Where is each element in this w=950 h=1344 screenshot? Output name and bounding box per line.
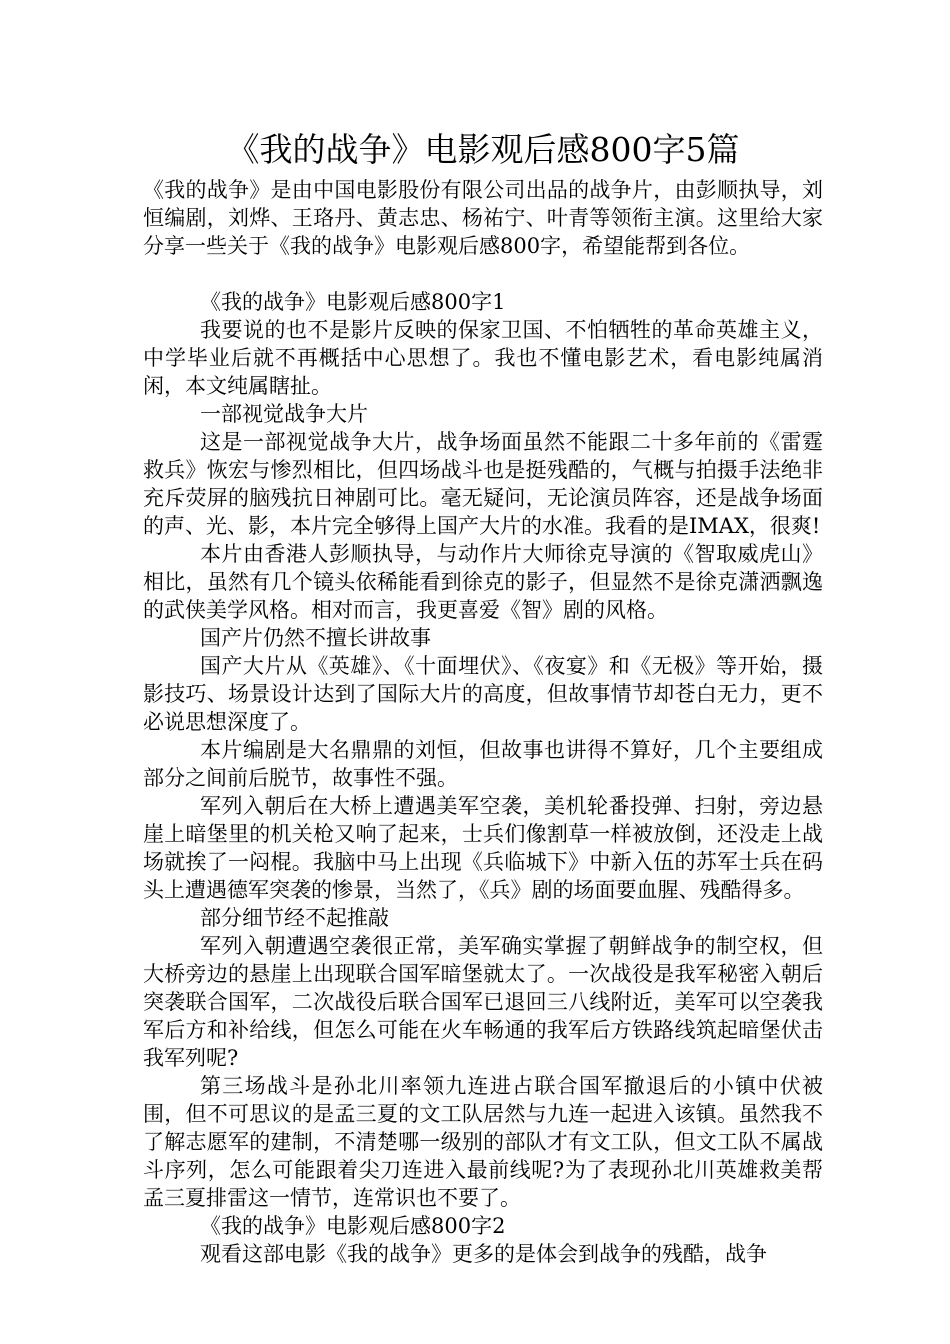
section-heading-2: 《我的战争》电影观后感800字2 (200, 1214, 506, 1238)
document-page (143, 128, 823, 1268)
body-paragraph: 观看这部电影《我的战争》更多的是体会到战争的残酷，战争 (200, 1242, 767, 1266)
blank-line (143, 260, 823, 288)
body-paragraph: 本片由香港人彭顺执导，与动作片大师徐克导演的《智取威虎山》相比，虽然有几个镜头依稀能看到徐克的影子，但显然不是徐克潇洒飘逸的武侠美学风格。相对而言，我更喜爱《智》剧的风格。 (143, 542, 823, 622)
document-title: 《我的战争》电影观后感800字5篇 (226, 130, 740, 169)
subheading: 国产片仍然不擅长讲故事 (200, 626, 431, 650)
intro-paragraph: 《我的战争》是由中国电影股份有限公司出品的战争片，由彭顺执导，刘恒编剧，刘烨、王珞丹、黄志忠、杨祐宁、叶青等领衔主演。这里给大家分享一些关于《我的战争》电影观后感800字，希望能帮到各位。 (143, 178, 823, 258)
body-paragraph: 本片编剧是大名鼎鼎的刘恒，但故事也讲得不算好，几个主要组成部分之间前后脱节，故事性不强。 (143, 738, 823, 790)
body-paragraph: 国产大片从《英雄》、《十面埋伏》、《夜宴》和《无极》等开始，摄影技巧、场景设计达到了国际大片的高度，但故事情节却苍白无力，更不必说思想深度了。 (143, 654, 823, 734)
body-paragraph: 我要说的也不是影片反映的保家卫国、不怕牺牲的革命英雄主义，中学毕业后就不再概括中心思想了。我也不懂电影艺术，看电影纯属消闲，本文纯属瞎扯。 (143, 318, 823, 398)
body-paragraph: 军列入朝后在大桥上遭遇美军空袭，美机轮番投弹、扫射，旁边悬崖上暗堡里的机关枪又响了起来，士兵们像割草一样被放倒，还没走上战场就挨了一闷棍。我脑中马上出现《兵临城下》中新入伍的苏军士兵在码头上遭遇德军突袭的惨景，当然了，《兵》剧的场面要血腥、残酷得多。 (143, 794, 823, 902)
body-paragraph: 军列入朝遭遇空袭很正常，美军确实掌握了朝鲜战争的制空权，但大桥旁边的悬崖上出现联合国军暗堡就太了。一次战役是我军秘密入朝后突袭联合国军，二次战役后联合国军已退回三八线附近，美军可以空袭我军后方和补给线，但怎么可能在火车畅通的我军后方铁路线筑起暗堡伏击我军列呢? (143, 934, 823, 1070)
body-paragraph: 这是一部视觉战争大片，战争场面虽然不能跟二十多年前的《雷霆救兵》恢宏与惨烈相比，但四场战斗也是挺残酷的，气概与拍摄手法绝非充斥荧屏的脑残抗日神剧可比。毫无疑问，无论演员阵容，还是战争场面的声、光、影，本片完全够得上国产大片的水准。我看的是IMAX，很爽! (143, 430, 823, 538)
section-heading-1: 《我的战争》电影观后感800字1 (200, 290, 506, 314)
body-paragraph: 第三场战斗是孙北川率领九连进占联合国军撤退后的小镇中伏被围，但不可思议的是孟三夏的文工队居然与九连一起进入该镇。虽然我不了解志愿军的建制，不清楚哪一级别的部队才有文工队，但文工队不属战斗序列，怎么可能跟着尖刀连进入最前线呢?为了表现孙北川英雄救美帮孟三夏排雷这一情节，连常识也不要了。 (143, 1074, 823, 1210)
subheading: 部分细节经不起推敲 (200, 906, 389, 930)
subheading: 一部视觉战争大片 (200, 402, 368, 426)
